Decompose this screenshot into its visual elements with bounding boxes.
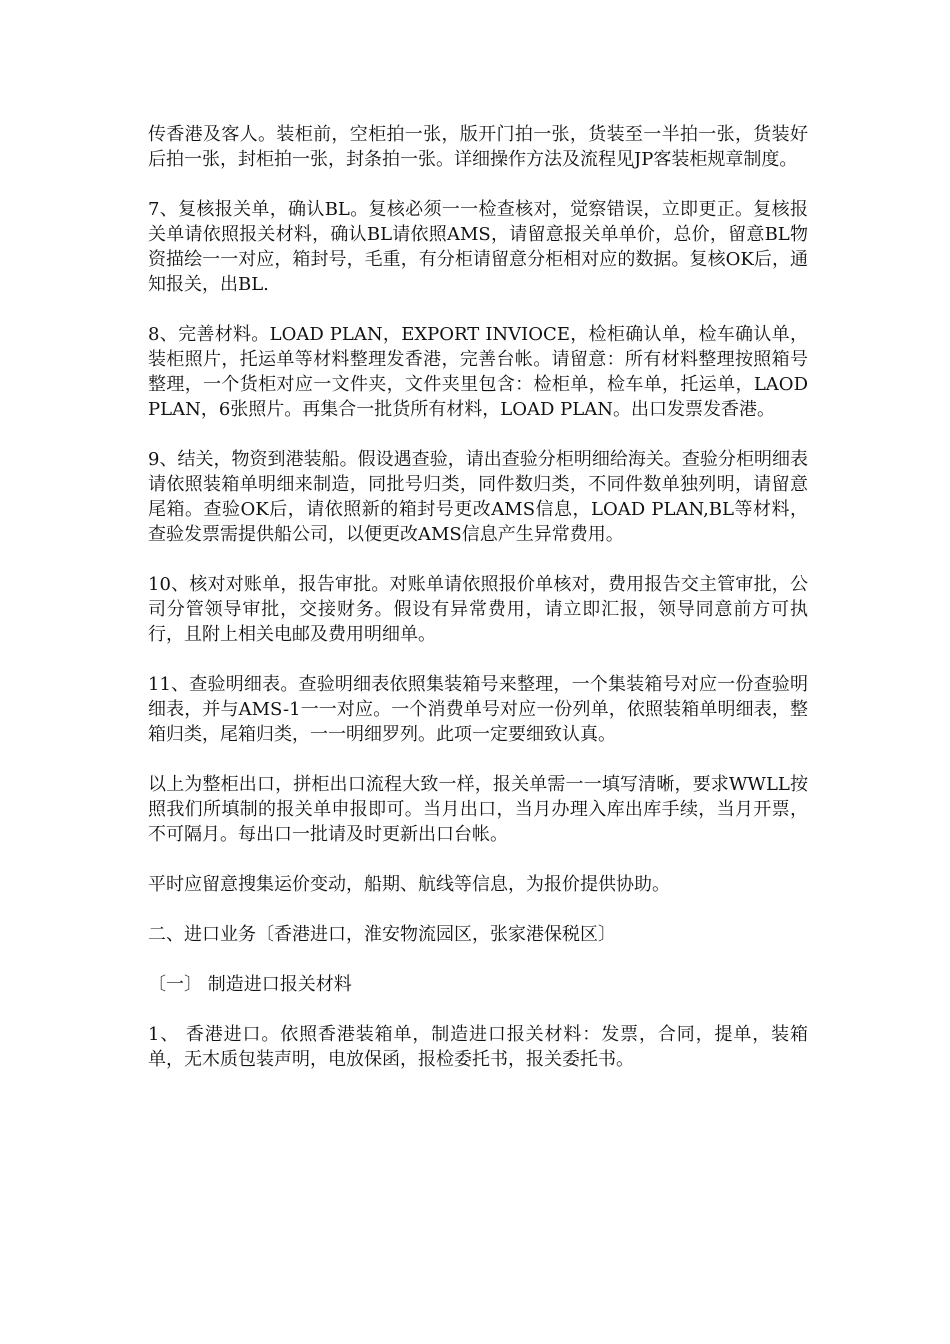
paragraph-step-8-materials: 8、完善材料。LOAD PLAN，EXPORT INVIOCE，检柜确认单，检车确认单，装柜照片，托运单等材料整理发香港，完善台帐。请留意：所有材料整理按照箱号整理，一个货柜对应一文件夹，文件夹里包含：检柜单，检车单，托运单，LAOD PLAN，6张照片。再集合一批货所有材料，LOAD PLAN。出口发票发香港。: [148, 324, 808, 420]
paragraph-summary-full-container: 以上为整柜出口，拼柜出口流程大致一样，报关单需一一填写清晰，要求WWLL按照我们所填制的报关单申报即可。当月出口，当月办理入库出库手续，当月开票，不可隔月。每出口一批请及时更新出口台帐。: [148, 774, 808, 845]
paragraph-container-loading-photos: 传香港及客人。装柜前，空柜拍一张，版开门拍一张，货装至一半拍一张，货装好后拍一张，封柜拍一张，封条拍一张。详细操作方法及流程见JP客装柜规章制度。: [148, 124, 808, 170]
subsection-heading-import-documents: 〔一〕 制造进口报关材料: [148, 974, 352, 995]
paragraph-freight-info-note: 平时应留意搜集运价变动，船期、航线等信息，为报价提供协助。: [148, 874, 670, 895]
paragraph-hong-kong-import: 1、 香港进口。依照香港装箱单，制造进口报关材料：发票，合同，提单，装箱单，无木质包装声明，电放保函，报检委托书，报关委托书。: [148, 1024, 808, 1070]
paragraph-step-11-inspection-details: 11、查验明细表。查验明细表依照集装箱号来整理，一个集装箱号对应一份查验明细表，并与AMS-1一一对应。一个消费单号对应一份列单，依照装箱单明细表，整箱归类，尾箱归类，一一明细罗列。此项一定要细致认真。: [148, 674, 808, 745]
paragraph-step-10-reconciliation: 10、核对对账单，报告审批。对账单请依照报价单核对，费用报告交主管审批，公司分管领导审批，交接财务。假设有异常费用，请立即汇报，领导同意前方可执行，且附上相关电邮及费用明细单。: [148, 574, 808, 645]
document-body: [148, 122, 808, 1072]
paragraph-step-7-review: 7、复核报关单，确认BL。复核必须一一检查核对，觉察错误，立即更正。复核报关单请依照报关材料，确认BL请依照AMS，请留意报关单单价，总价，留意BL物资描绘一一对应，箱封号，毛重，有分柜请留意分柜相对应的数据。复核OK后，通知报关，出BL.: [148, 199, 808, 295]
section-heading-import-business: 二、进口业务〔香港进口，淮安物流园区，张家港保税区〕: [148, 924, 616, 945]
paragraph-step-9-customs-clearance: 9、结关，物资到港装船。假设遇查验，请出查验分柜明细给海关。查验分柜明细表请依照装箱单明细来制造，同批号归类，同件数归类，不同件数单独列明，请留意尾箱。查验OK后，请依照新的箱封号更改AMS信息，LOAD PLAN,BL等材料，查验发票需提供船公司，以便更改AMS信息产生异常费用。: [148, 449, 808, 545]
